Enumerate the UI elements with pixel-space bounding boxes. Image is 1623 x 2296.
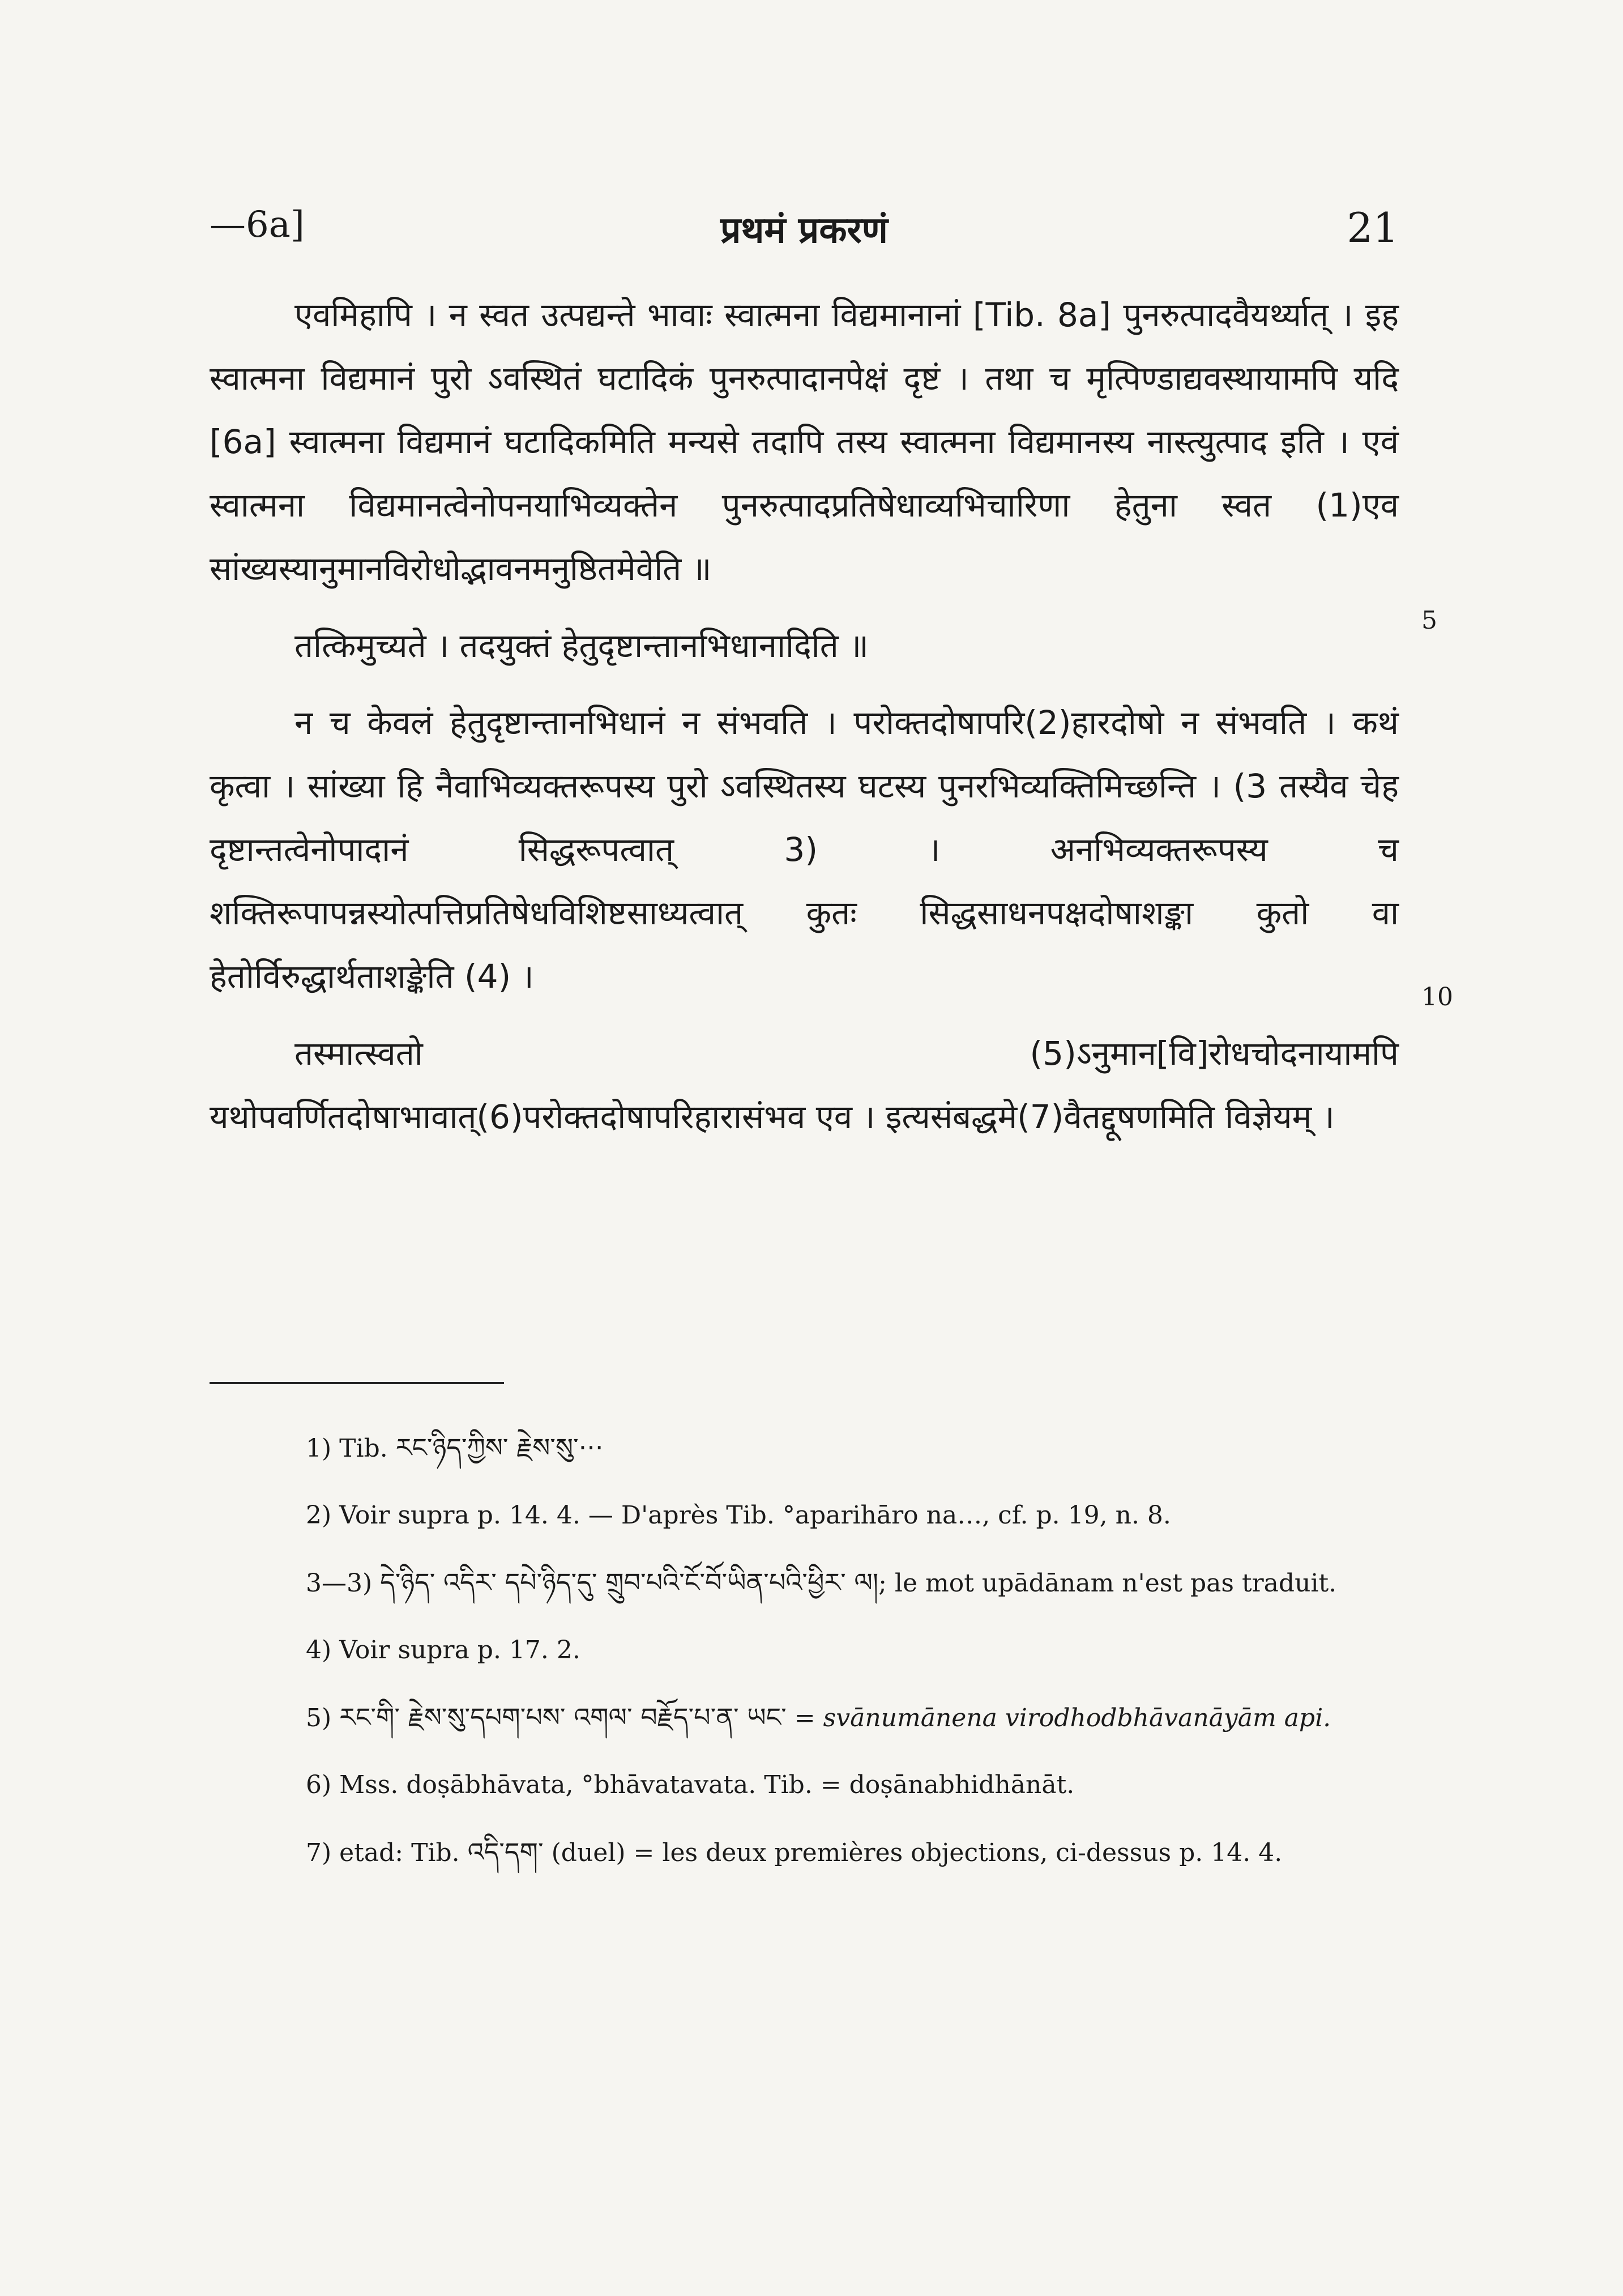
footnote-3-tibetan: དེ་ཉིད་ འདིར་ དཔེ་ཉིད་དུ་ གྲུབ་པའི་ངོ་བོ་ཡིན་པའི་ཕྱིར་ ལ། (380, 1567, 879, 1598)
footnote-1 (210, 1427, 1399, 1469)
footnote-5-tibetan: རང་གི་ རྗེས་སུ་དཔག་པས་ འགལ་ བརྗོད་པ་ན་ ཡང་ (339, 1702, 787, 1732)
page-number: 21 (1347, 204, 1399, 251)
header-section-ref: —6a] (210, 204, 305, 246)
footnote-3-text: ; le mot upādānam n'est pas traduit. (878, 1569, 1337, 1598)
paragraph-3: न च केवलं हेतुदृष्टान्तानभिधानं न संभवति । परोक्तदोषापरि(2)हारदोषो न संभवति । कथं कृत्वा । सांख्या हि नैवाभिव्यक्तरूपस्य पुरो ऽवस्थितस्य घटस्य पुनरभिव्यक्तिमिच्छन्ति । (3 तस्यैव चेह दृष्टान्तत्वेनोपादानं सिद्धरूपत्वात् 3) । अनभिव्यक्तरूपस्य च शक्तिरूपापन्नस्योत्पत्तिप्रतिषेधविशिष्टसाध्यत्वात् कुतः सिद्धसाधनपक्षदोषाशङ्का कुतो वा हेतोर्विरुद्धार्थताशङ्केति (4) । (210, 703, 1399, 996)
footnote-1-tibetan: རང་ཉིད་ཀྱིས་ རྗེས་སུ་··· (395, 1432, 604, 1463)
footnote-divider (210, 1382, 504, 1384)
running-header (210, 204, 1399, 255)
line-number-5: 5 (1421, 606, 1437, 635)
footnote-6: 6) Mss. doṣābhāvata, °bhāvatavata. Tib. = doṣānabhidhānāt. (306, 1770, 1075, 1799)
footnote-3-label: 3—3) (306, 1569, 373, 1598)
footnote-7-tibetan: འདི་དག་ (467, 1837, 544, 1867)
line-number-10: 10 (1421, 983, 1453, 1012)
main-text (210, 283, 1399, 1162)
footnote-5-text: = svānumānena virodhodbhāvanāyām api. (794, 1704, 1331, 1732)
paragraph-1: एवमिहापि । न स्वत उत्पद्यन्ते भावाः स्वात्मना विद्यमानानां [Tib. 8a] पुनरुत्पादवैयर्थ्यात् । इह स्वात्मना विद्यमानं पुरो ऽवस्थितं घटादिकं पुनरुत्पादानपेक्षं दृष्टं । तथा च मृत्पिण्डाद्यवस्थायामपि यदि [6a] स्वात्मना विद्यमानं घटादिकमिति मन्यसे तदापि तस्य स्वात्मना विद्यमानस्य नास्त्युत्पाद इति । एवं स्वात्मना विद्यमानत्वेनोपनयाभिव्यक्तेन पुनरुत्पादप्रतिषेधाव्यभिचारिणा हेतुना स्वत (1)एव सांख्यस्यानुमानविरोधोद्भावनमनुष्ठितमेवेति ॥ (210, 296, 1399, 588)
footnote-7-label: 7) etad: Tib. (306, 1838, 460, 1867)
footnotes (210, 1427, 1399, 1900)
footnote-2: 2) Voir supra p. 14. 4. — D'après Tib. °aparihāro na…, cf. p. 19, n. 8. (306, 1501, 1171, 1530)
footnote-4: 4) Voir supra p. 17. 2. (306, 1636, 580, 1665)
footnote-7 (210, 1832, 1399, 1873)
paragraph-2: तत्किमुच्यते । तदयुक्तं हेतुदृष्टान्तानभिधानादिति ॥ (294, 626, 869, 665)
footnote-3 (210, 1562, 1399, 1604)
footnote-1-label: 1) Tib. (306, 1434, 388, 1463)
footnote-7-text: (duel) = les deux premières objections, ci-dessus p. 14. 4. (551, 1838, 1283, 1867)
header-title: प्रथमं प्रकरणं (720, 210, 888, 251)
footnote-5-label: 5) (306, 1704, 332, 1732)
paragraph-4: तस्मात्स्वतो (5)ऽनुमान[वि]रोधचोदनायामपि यथोपवर्णितदोषाभावात्(6)परोक्तदोषापरिहारासंभव एव । इत्यसंबद्धमे(7)वैतद्दूषणमिति विज्ञेयम् । (210, 1034, 1399, 1136)
footnote-5 (210, 1697, 1399, 1739)
